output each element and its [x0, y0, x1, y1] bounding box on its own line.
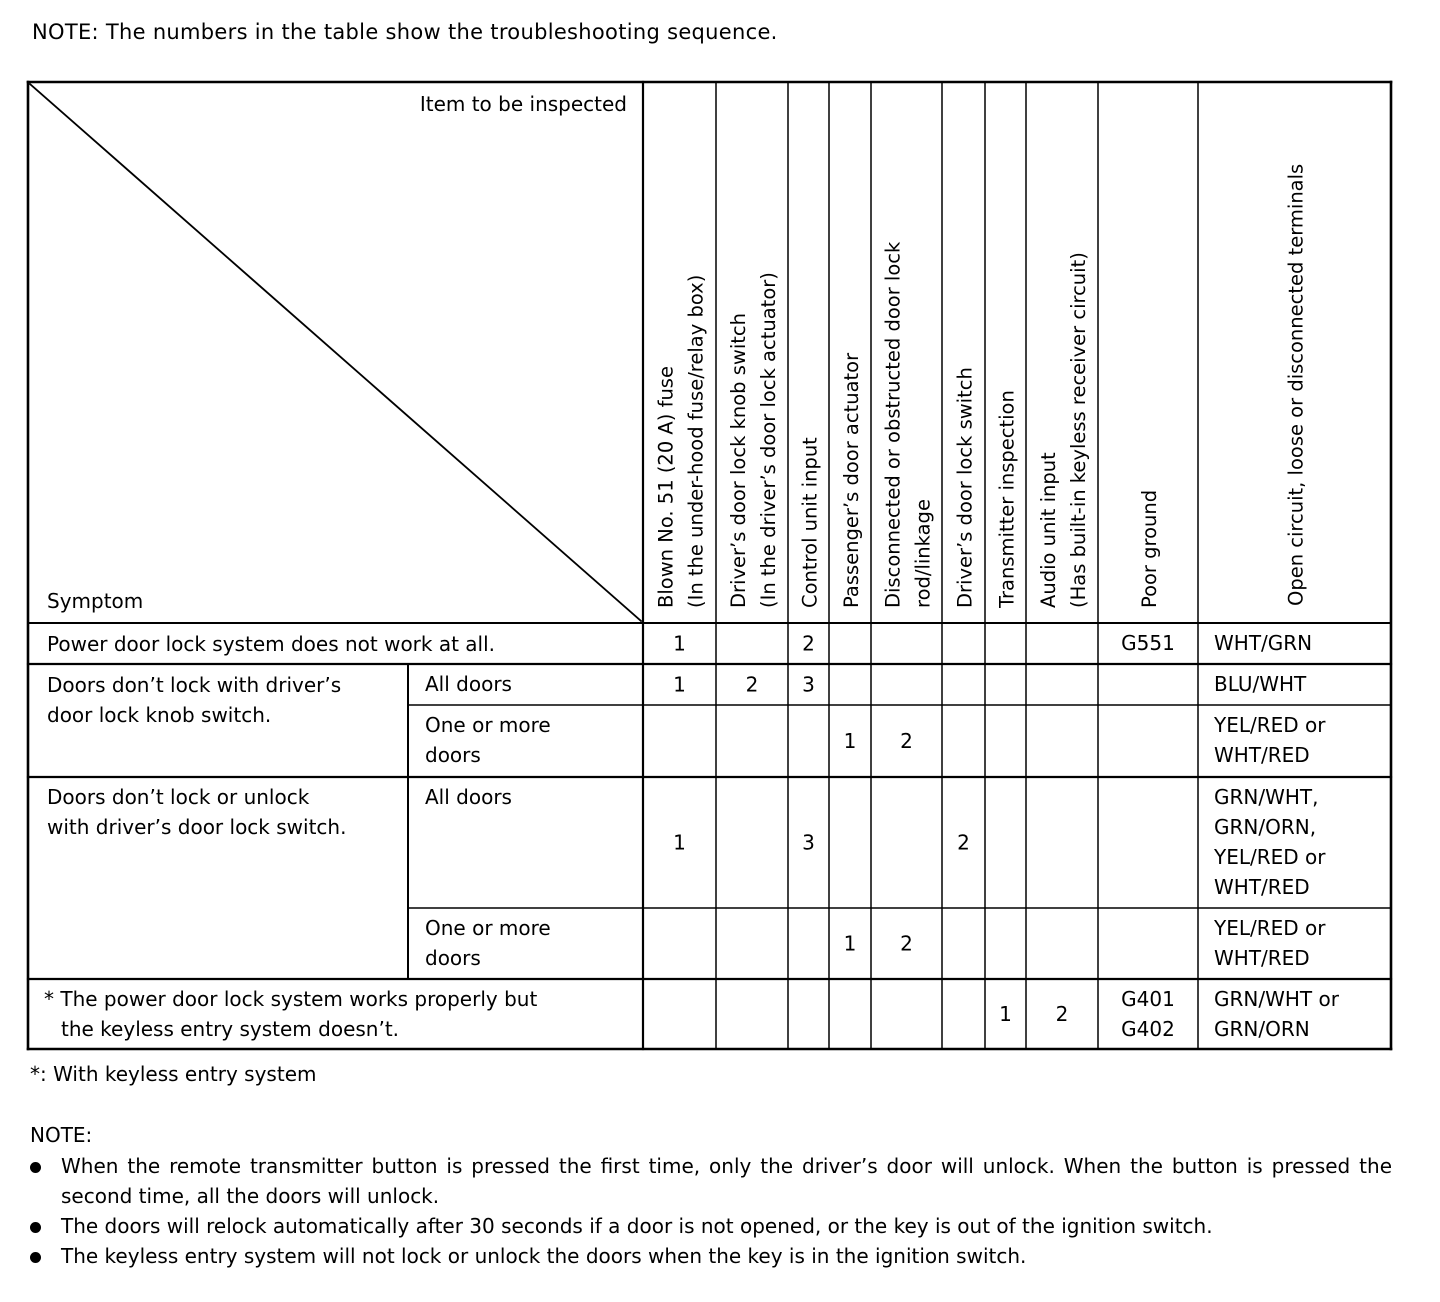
- ground-point: G402: [1121, 1017, 1175, 1041]
- sequence-number: 2: [900, 931, 913, 956]
- table-grid: [28, 82, 1391, 1049]
- terminal-wire-color: WHT/RED: [1214, 875, 1310, 899]
- condition-text: doors: [425, 946, 481, 970]
- note-text: When the remote transmitter button is pressed the first time, only the driver’s door will unlock. When the button is pressed the second time, all the doors will unlock.: [61, 1154, 1392, 1208]
- ground-point: G401: [1121, 987, 1175, 1011]
- terminal-wire-color: WHT/GRN: [1214, 631, 1313, 655]
- sequence-number: 2: [957, 830, 970, 855]
- sequence-number: 2: [802, 631, 815, 656]
- column-header: (In the under-hood fuse/relay box): [684, 274, 708, 608]
- sequence-number: 3: [802, 830, 815, 855]
- terminal-wire-color: WHT/RED: [1214, 743, 1310, 767]
- column-header: Disconnected or obstructed door lock: [881, 241, 905, 608]
- column-header: Blown No. 51 (20 A) fuse: [654, 366, 678, 608]
- symptom-text: the keyless entry system doesn’t.: [61, 1017, 400, 1041]
- symptom-header-label: Symptom: [47, 589, 144, 613]
- sequence-number: 2: [1055, 1002, 1069, 1026]
- symptom-text: Doors don’t lock or unlock: [47, 785, 310, 809]
- symptom-text: Power door lock system does not work at all.: [47, 632, 496, 656]
- note-item: [30, 1241, 1392, 1271]
- column-header: (Has built-in keyless receiver circuit): [1067, 252, 1090, 608]
- bullet-icon: [30, 1252, 41, 1263]
- sequence-number: 1: [673, 631, 686, 656]
- column-header: Open circuit, loose or disconnected terminals: [1284, 163, 1308, 606]
- note-item: [30, 1211, 1392, 1241]
- sequence-number: 2: [745, 672, 759, 697]
- column-header: Audio unit input: [1037, 452, 1060, 608]
- condition-text: All doors: [425, 785, 512, 809]
- corner-diagonal: [30, 84, 641, 621]
- column-header: Passenger’s door actuator: [840, 352, 863, 608]
- terminal-wire-color: GRN/WHT,: [1214, 785, 1319, 809]
- condition-text: One or more: [425, 916, 551, 940]
- table-cells: [44, 92, 1340, 1041]
- column-header: Control unit input: [798, 437, 822, 608]
- terminal-wire-color: GRN/ORN,: [1214, 815, 1317, 839]
- column-header: Poor ground: [1138, 489, 1161, 608]
- top-note: NOTE: The numbers in the table show the troubleshooting sequence.: [32, 20, 778, 44]
- sequence-number: 1: [843, 931, 857, 956]
- column-header: Transmitter inspection: [995, 390, 1019, 608]
- notes-title: NOTE:: [30, 1123, 93, 1147]
- sequence-number: 3: [802, 672, 815, 697]
- sequence-number: 1: [843, 729, 857, 753]
- symptom-text: with driver’s door lock switch.: [47, 815, 347, 839]
- footnote: *: With keyless entry system: [30, 1062, 317, 1086]
- bullet-icon: [30, 1162, 41, 1173]
- column-header: Driver’s door lock switch: [953, 367, 977, 608]
- note-item: [30, 1151, 1392, 1211]
- terminal-wire-color: GRN/WHT or: [1214, 987, 1339, 1011]
- terminal-wire-color: BLU/WHT: [1214, 672, 1307, 696]
- bullet-icon: [30, 1222, 41, 1233]
- condition-text: doors: [425, 743, 481, 767]
- ground-point: G551: [1121, 631, 1175, 655]
- symptom-text: Doors don’t lock with driver’s: [47, 673, 342, 697]
- terminal-wire-color: WHT/RED: [1214, 946, 1310, 970]
- condition-text: All doors: [425, 672, 512, 696]
- terminal-wire-color: GRN/ORN: [1214, 1017, 1310, 1041]
- sequence-number: 1: [673, 830, 686, 855]
- note-text: The doors will relock automatically after 30 seconds if a door is not opened, or the key is out of the ignition switch.: [61, 1214, 1213, 1238]
- terminal-wire-color: YEL/RED or: [1214, 845, 1326, 869]
- column-header: rod/linkage: [911, 499, 935, 608]
- sequence-number: 1: [999, 1002, 1012, 1026]
- sequence-number: 2: [900, 729, 913, 753]
- terminal-wire-color: YEL/RED or: [1214, 916, 1326, 940]
- note-text: The keyless entry system will not lock or unlock the doors when the key is in the ignition switch.: [61, 1244, 1027, 1268]
- terminal-wire-color: YEL/RED or: [1214, 713, 1326, 737]
- item-to-be-inspected-label: Item to be inspected: [419, 92, 627, 116]
- column-header: Driver’s door lock knob switch: [727, 313, 750, 608]
- condition-text: One or more: [425, 713, 551, 737]
- notes-list: [30, 1151, 1392, 1271]
- symptom-text: * The power door lock system works properly but: [44, 987, 538, 1011]
- symptom-text: door lock knob switch.: [47, 703, 272, 727]
- column-header: (In the driver’s door lock actuator): [757, 272, 780, 608]
- sequence-number: 1: [673, 672, 686, 697]
